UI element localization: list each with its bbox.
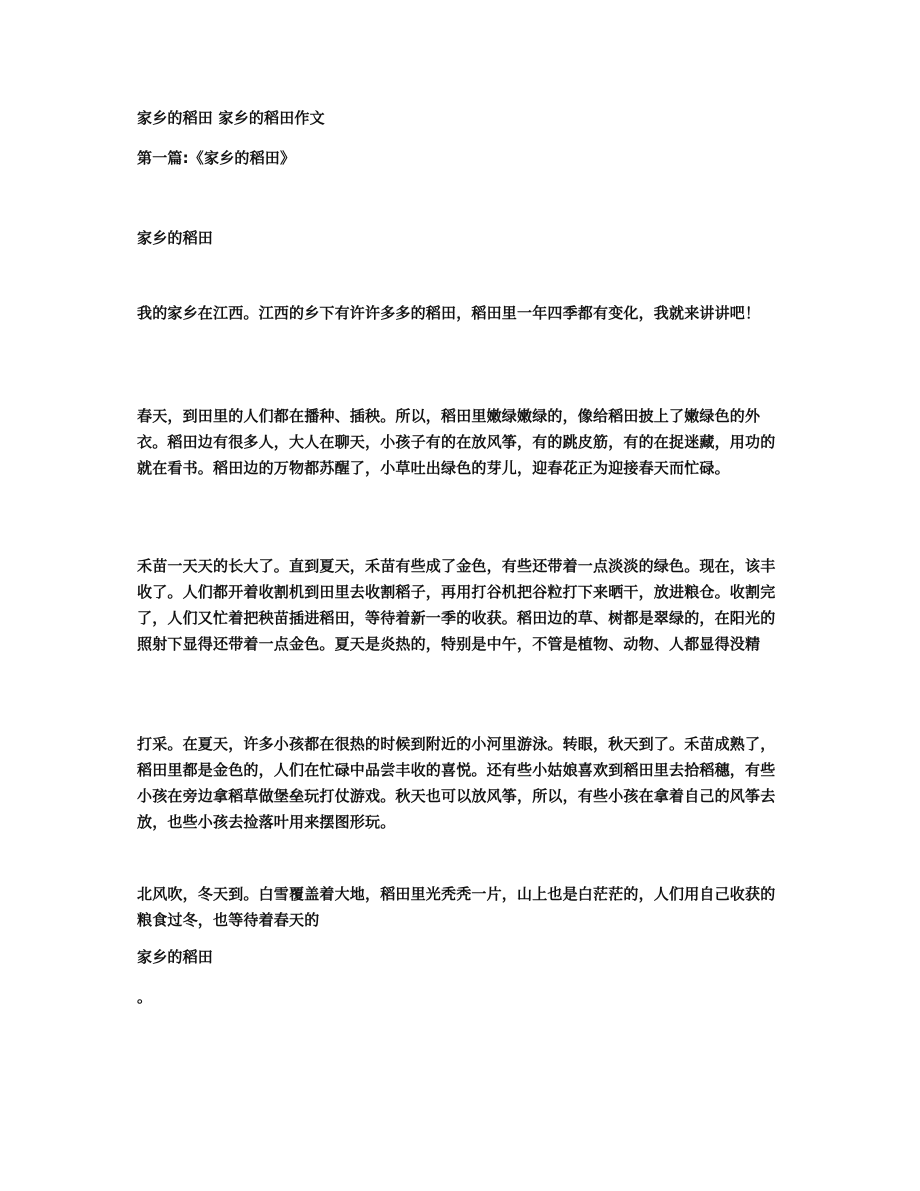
paragraph-intro: 我的家乡在江西。江西的乡下有许许多多的稻田，稻田里一年四季都有变化，我就来讲讲吧！ [137,304,761,322]
paragraph-spring: 春天，到田里的人们都在播种、插秧。所以，稻田里嫩绿嫩绿的，像给稻田披上了嫩绿色的外衣。稻田边有很多人，大人在聊天，小孩子有的在放风筝，有的跳皮筋，有的在捉迷藏，用功的就在看书。稻田边的万物都苏醒了，小草吐出绿色的芽儿，迎春花正为迎接春天而忙碌。 [137,407,776,477]
paragraph-autumn: 打采。在夏天，许多小孩都在很热的时候到附近的小河里游泳。转眼，秋天到了。禾苗成熟了，稻田里都是金色的，人们在忙碌中品尝丰收的喜悦。还有些小姑娘喜欢到稻田里去拾稻穗，有些小孩在旁边拿稻草做堡垒玩打仗游戏。秋天也可以放风筝，所以，有些小孩在拿着自己的风筝去放，也些小孩去捡落叶用来摆图形玩。 [137,735,776,831]
closing-heading: 家乡的稻田 [137,948,214,966]
paragraph-summer: 禾苗一天天的长大了。直到夏天，禾苗有些成了金色，有些还带着一点淡淡的绿色。现在，该丰收了。人们都开着收割机到田里去收割稻子，再用打谷机把谷粒打下来晒干，放进粮仓。收割完了，人们又忙着把秧苗插进稻田，等待着新一季的收获。稻田边的草、树都是翠绿的，在阳光的照射下显得还带着一点金色。夏天是炎热的，特别是中午，不管是植物、动物、人都显得没精 [137,557,776,653]
paragraph-winter: 北风吹，冬天到。白雪覆盖着大地，稻田里光秃秃一片，山上也是白茫茫的，人们用自己收获的粮食过冬，也等待着春天的 [137,885,776,929]
document-title: 家乡的稻田 家乡的稻田作文 [137,109,325,127]
end-mark: 。 [137,988,153,1006]
document-subtitle: 第一篇:《家乡的稻田》 [137,149,296,167]
section-heading: 家乡的稻田 [137,229,214,247]
